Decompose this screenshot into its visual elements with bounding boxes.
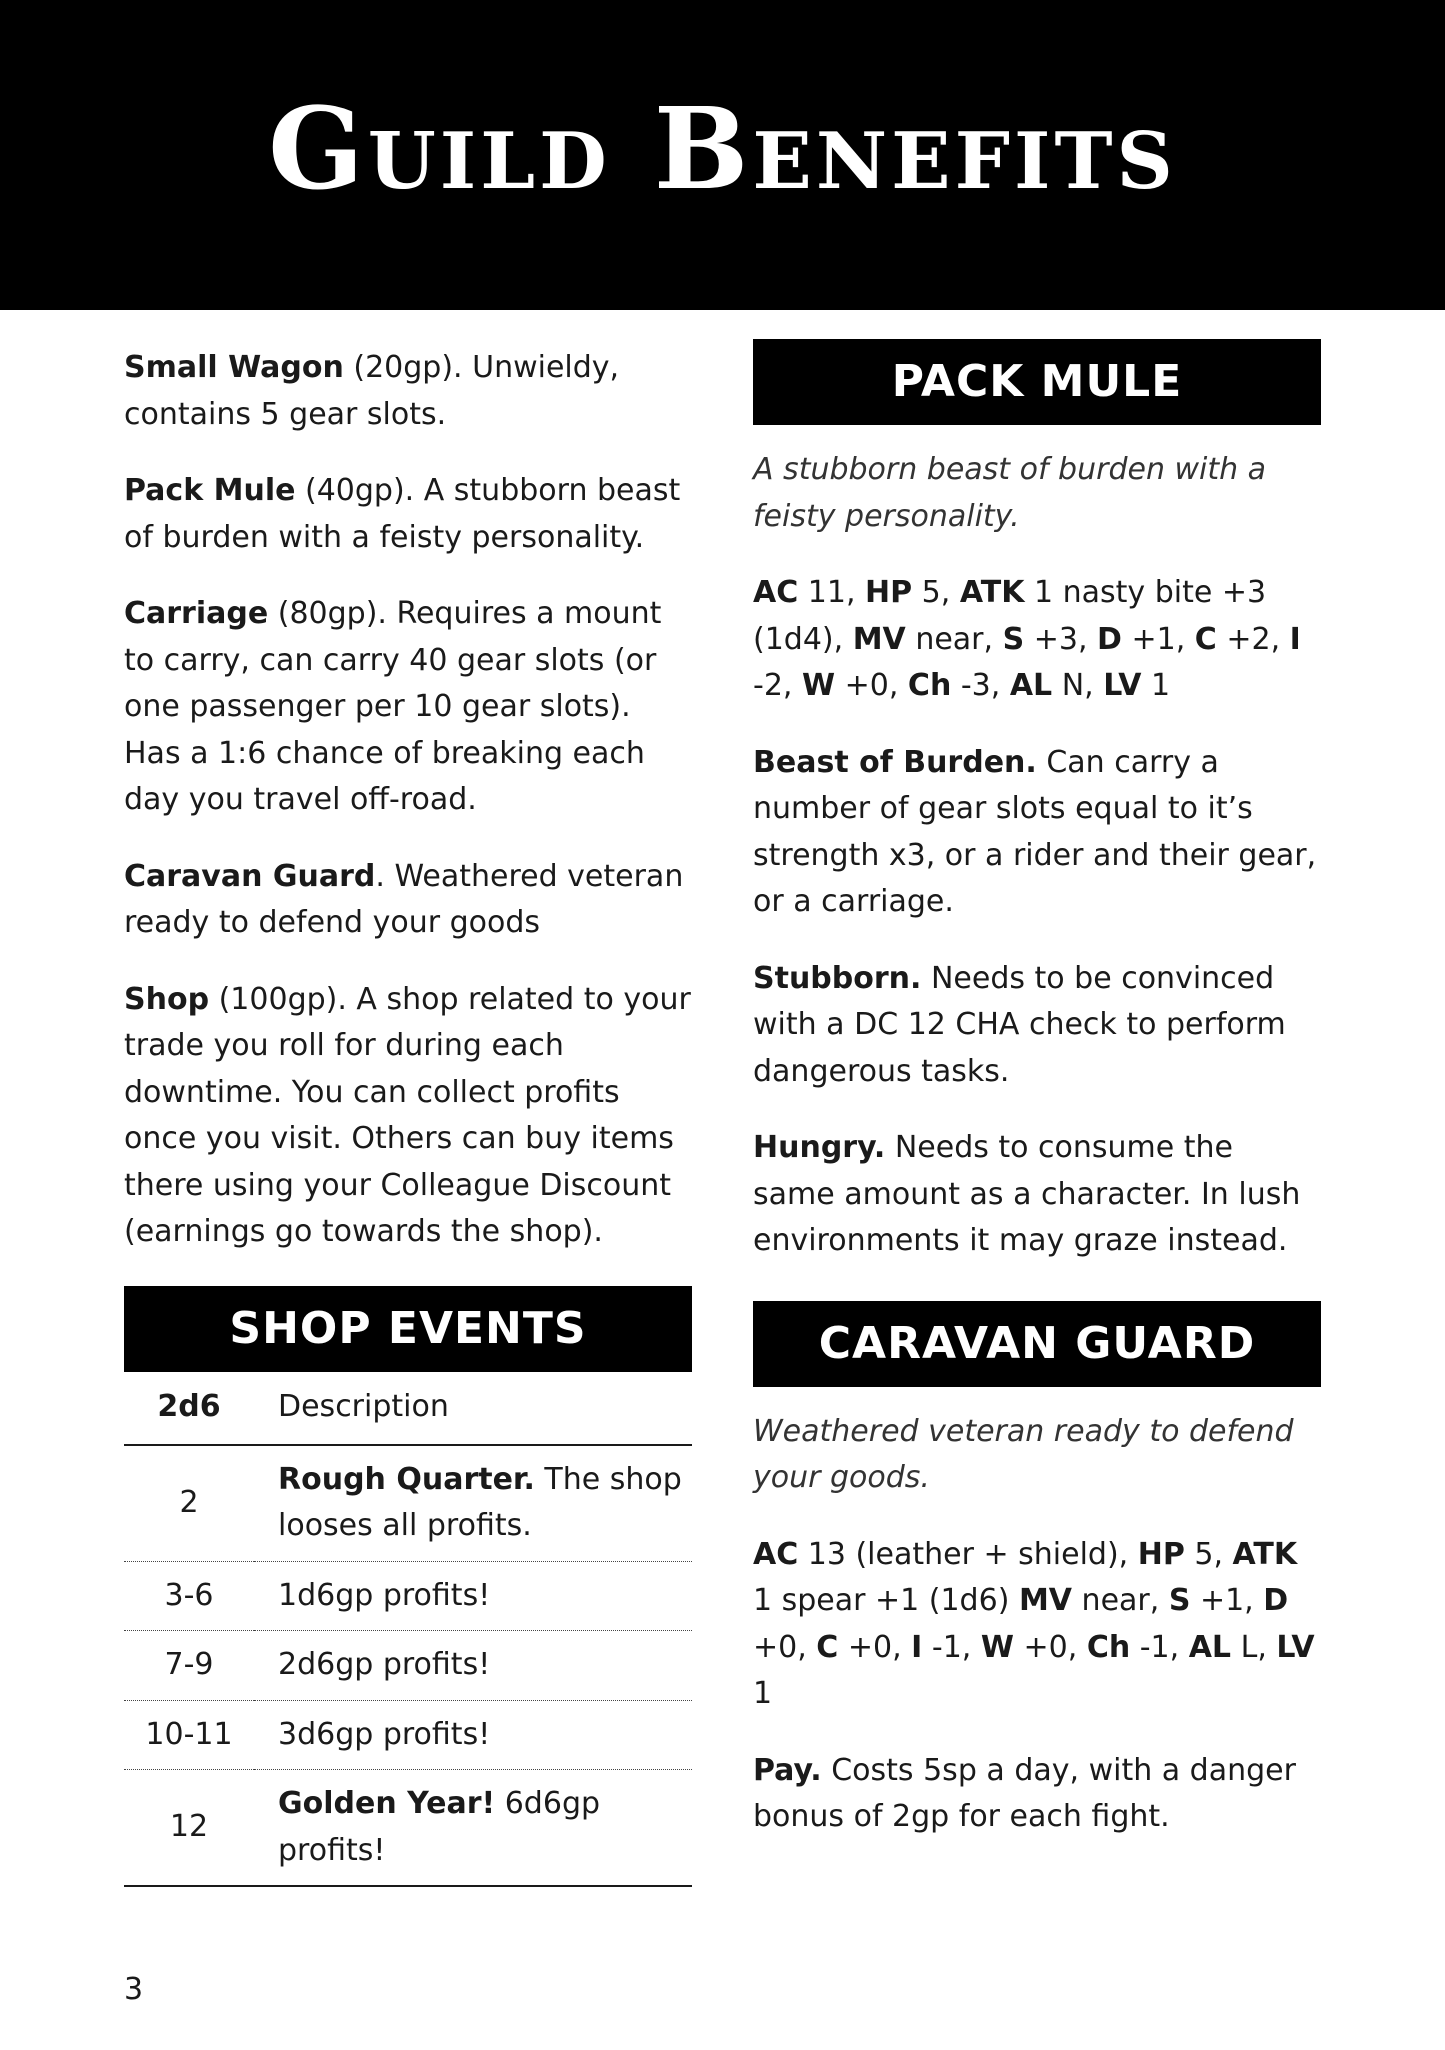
pack-mule-heading: PACK MULE: [753, 339, 1321, 425]
item-pack-mule: Pack Mule (40gp). A stubborn beast of burden with a feisty personality.: [124, 473, 681, 555]
roll-cell: 10-11: [124, 1700, 254, 1770]
roll-cell: 7-9: [124, 1631, 254, 1701]
right-column: [753, 345, 1321, 1871]
description-cell: Rough Quarter. The shop looses all profits.: [254, 1445, 692, 1562]
table-row: [124, 1561, 692, 1631]
table-row: [124, 1631, 692, 1701]
pack-mule-trait: Beast of Burden. Can carry a number of gear slots equal to it’s strength x3, or a rider and their gear, or a carriage.: [753, 744, 1317, 919]
table-row: [124, 1700, 692, 1770]
caravan-guard-flavor: Weathered veteran ready to defend your goods.: [753, 1413, 1294, 1495]
pack-mule-trait: Stubborn. Needs to be convinced with a DC 12 CHA check to perform dangerous tasks.: [753, 960, 1286, 1089]
roll-cell: 2: [124, 1445, 254, 1562]
pack-mule-flavor: A stubborn beast of burden with a feisty personality.: [753, 452, 1267, 534]
shop-events-table: [124, 1372, 692, 1888]
left-column: [124, 345, 692, 1887]
table-header-row: [124, 1372, 692, 1445]
shop-events-heading: SHOP EVENTS: [124, 1286, 692, 1372]
table-row: [124, 1445, 692, 1562]
description-cell: 1d6gp profits!: [254, 1561, 692, 1631]
caravan-guard-heading: CARAVAN GUARD: [753, 1301, 1321, 1387]
item-caravan-guard: Caravan Guard. Weathered veteran ready to defend your goods: [124, 858, 684, 940]
pack-mule-stat-block: AC 11, HP 5, ATK 1 nasty bite +3 (1d4), MV near, S +3, D +1, C +2, I -2, W +0, Ch -3, AL N, LV 1: [753, 575, 1301, 703]
item-shop: Shop (100gp). A shop related to your trade you roll for during each downtime. You can collect profits once you visit. Others can buy items there using your Colleague Discount (earnings go towards the shop).: [124, 981, 691, 1249]
roll-cell: 3-6: [124, 1561, 254, 1631]
pack-mule-trait: Hungry. Needs to consume the same amount as a character. In lush environments it may graze instead.: [753, 1130, 1301, 1258]
description-cell: Golden Year! 6d6gp profits!: [254, 1770, 692, 1887]
table-row: [124, 1770, 692, 1887]
page-number: 3: [124, 1972, 144, 2007]
description-cell: 3d6gp profits!: [254, 1700, 692, 1770]
caravan-guard-trait: Pay. Costs 5sp a day, with a danger bonus of 2gp for each fight.: [753, 1752, 1296, 1834]
item-small-wagon: Small Wagon (20gp). Unwieldy, contains 5 gear slots.: [124, 350, 620, 432]
page-title: Guild Benefits: [268, 84, 1177, 215]
description-cell: 2d6gp profits!: [254, 1631, 692, 1701]
column-header-description: Description: [254, 1372, 692, 1445]
caravan-guard-stat-block: AC 13 (leather + shield), HP 5, ATK 1 spear +1 (1d6) MV near, S +1, D +0, C +0, I -1, W +0, Ch -1, AL L, LV 1: [753, 1536, 1315, 1711]
column-header-roll: 2d6: [124, 1372, 254, 1445]
item-carriage: Carriage (80gp). Requires a mount to carry, can carry 40 gear slots (or one passenger per 10 gear slots). Has a 1:6 chance of breaking each day you travel off-road.: [124, 596, 662, 817]
roll-cell: 12: [124, 1770, 254, 1887]
title-banner: [0, 0, 1445, 310]
